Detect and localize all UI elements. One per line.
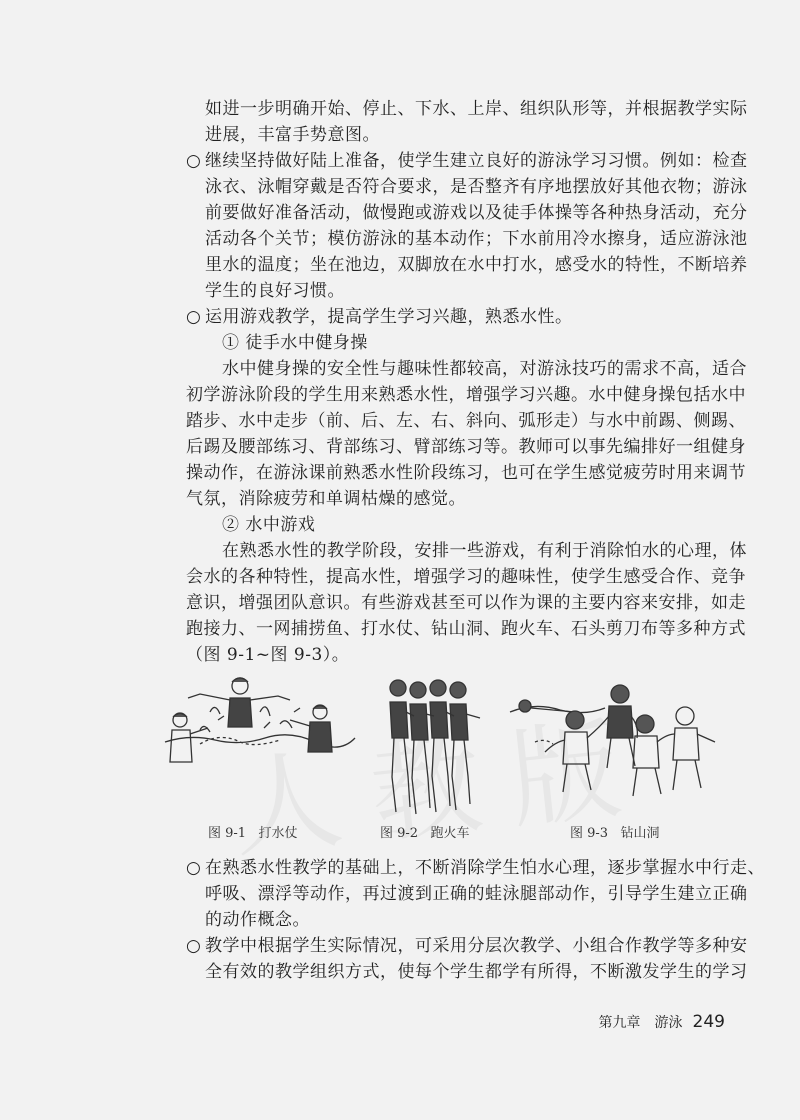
text-line: 如进一步明确开始、停止、下水、上岸、组织队形等，并根据教学实际 (205, 99, 748, 119)
text-line: 全有效的教学组织方式，使每个学生都学有所得，不断激发学生的学习 (205, 962, 748, 982)
text-line: （图 9-1~图 9-3）。 (186, 645, 350, 665)
text-line: 在熟悉水性教学的基础上，不断消除学生怕水心理，逐步掌握水中行走、 (205, 858, 765, 878)
bullet-paragraph (186, 856, 765, 880)
figure-caption-text: 跑火车 (430, 826, 470, 841)
text-line: 意识，增强团队意识。有些游戏甚至可以作为课的主要内容来安排，如走 (186, 593, 746, 613)
figure-9-1-illustration (160, 672, 360, 787)
text-line: 活动各个关节；模仿游泳的基本动作；下水前用冷水擦身，适应游泳池 (205, 229, 748, 249)
figure-caption (208, 826, 298, 842)
figure-caption-text: 打水仗 (258, 826, 298, 841)
text-line: 继续坚持做好陆上准备，使学生建立良好的游泳学习习惯。例如：检查 (205, 151, 748, 171)
text-line: 学生的良好习惯。 (205, 281, 345, 301)
text-line: 跑接力、一网捕捞鱼、打水仗、钻山洞、跑火车、石头剪刀布等多种方式 (186, 619, 746, 639)
bullet-paragraph (186, 305, 573, 329)
bullet-icon: ○ (186, 936, 202, 956)
subsection-heading: ① 徒手水中健身操 (222, 333, 368, 353)
chapter-label: 第九章 游泳 (598, 1015, 683, 1031)
text-line: 初学游泳阶段的学生用来熟悉水性，增强学习兴趣。水中健身操包括水中 (186, 385, 746, 405)
text-line: 气氛，消除疲劳和单调枯燥的感觉。 (186, 489, 466, 509)
bullet-paragraph (186, 149, 748, 173)
text-line: 踏步、水中走步（前、后、左、右、斜向、弧形走）与水中前踢、侧踢、 (186, 411, 746, 431)
bullet-icon: ○ (186, 858, 202, 878)
figure-label: 图 9-3 (570, 826, 609, 841)
text-line: 水中健身操的安全性与趣味性都较高，对游泳技巧的需求不高，适合 (222, 359, 747, 379)
text-line: 在熟悉水性的教学阶段，安排一些游戏，有利于消除怕水的心理，体 (222, 541, 747, 561)
figure-9-3-illustration (505, 672, 720, 802)
text-line: 操动作，在游泳课前熟悉水性阶段练习，也可在学生感觉疲劳时用来调节 (186, 463, 746, 483)
bullet-icon: ○ (186, 151, 202, 171)
text-line: 前要做好准备活动，做慢跑或游戏以及徒手体操等各种热身活动，充分 (205, 203, 748, 223)
text-line: 泳衣、泳帽穿戴是否符合要求，是否整齐有序地摆放好其他衣物；游泳 (205, 177, 748, 197)
text-line: 里水的温度；坐在池边，双脚放在水中打水，感受水的特性，不断培养 (205, 255, 748, 275)
page-number: 249 (692, 1012, 725, 1032)
bullet-icon: ○ (186, 307, 202, 327)
text-line: 会水的各种特性，提高水性，增强学习的趣味性，使学生感受合作、竞争 (186, 567, 746, 587)
text-line: 后踢及腰部练习、背部练习、臂部练习等。教师可以事先编排好一组健身 (186, 437, 746, 457)
text-line: 运用游戏教学，提高学生学习兴趣，熟悉水性。 (205, 307, 573, 327)
bullet-paragraph (186, 934, 748, 958)
figure-label: 图 9-2 (380, 826, 419, 841)
figure-caption (380, 826, 470, 842)
figure-9-2-illustration (380, 672, 490, 822)
text-line: 进展，丰富手势意图。 (205, 125, 380, 145)
page-footer (599, 1012, 725, 1032)
text-line: 的动作概念。 (205, 910, 310, 930)
text-line: 呼吸、漂浮等动作，再过渡到正确的蛙泳腿部动作，引导学生建立正确 (205, 884, 748, 904)
figure-caption (570, 826, 660, 842)
text-line: 教学中根据学生实际情况，可采用分层次教学、小组合作教学等多种安 (205, 936, 748, 956)
figure-caption-text: 钻山洞 (620, 826, 660, 841)
subsection-heading: ② 水中游戏 (222, 515, 316, 535)
figure-label: 图 9-1 (208, 826, 247, 841)
